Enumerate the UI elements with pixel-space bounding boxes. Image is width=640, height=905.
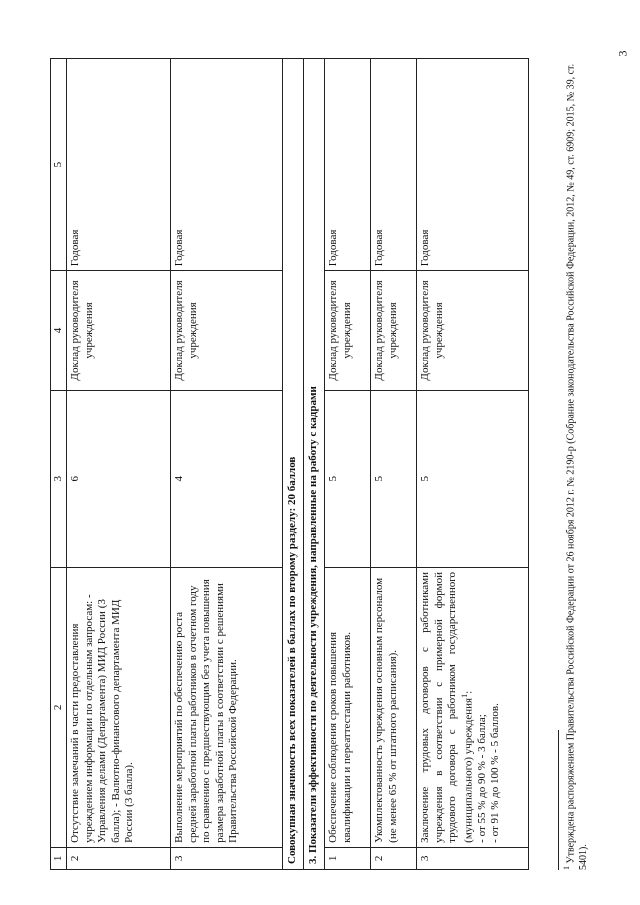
row-number: 3 <box>417 847 529 869</box>
source-text: Доклад руководителя учреждения <box>417 271 529 390</box>
table-header-row <box>51 59 67 870</box>
section-3-title: 3. Показатели эффективности по деятельности учреждения, направленные на работу с кадрами <box>304 59 325 870</box>
header-col-2: 2 <box>51 568 67 848</box>
footnote-mark: 1 <box>562 866 571 870</box>
points-value: 5 <box>417 390 529 567</box>
indicator-text: Укомплектованность учреждения основным персоналом (не менее 65 % от штатного расписания). <box>371 568 417 848</box>
section-total-row <box>283 59 304 870</box>
points-value: 5 <box>325 390 371 567</box>
indicator-line: Заключение трудовых договоров с работниками учреждения в соответствии с примерной формой трудового договора с работником государственного (муниципального) учреждения <box>419 572 475 843</box>
source-text: Доклад руководителя учреждения <box>67 271 171 390</box>
table-row <box>371 59 417 870</box>
indicator-text: Выполнение мероприятий по обеспечению роста средней заработной платы работников в отчетном году по сравнению с предшествующим без учета повышения размера заработной платы в соответствии с решениями Правительства Российской Федерации. <box>171 568 283 848</box>
indicator-line: - от 91 % до 100 % - 5 баллов. <box>489 703 502 843</box>
period-text: Годовая <box>371 59 417 271</box>
row-number: 3 <box>171 847 283 869</box>
footnote-divider <box>558 730 559 870</box>
row-number: 2 <box>371 847 417 869</box>
points-value: 4 <box>171 390 283 567</box>
source-text: Доклад руководителя учреждения <box>171 271 283 390</box>
table-row <box>325 59 371 870</box>
period-text: Годовая <box>325 59 371 271</box>
period-text: Годовая <box>67 59 171 271</box>
page-number: 3 <box>615 50 630 57</box>
section-title-row <box>304 59 325 870</box>
table-row <box>67 59 171 870</box>
source-text: Доклад руководителя учреждения <box>325 271 371 390</box>
points-value: 6 <box>67 390 171 567</box>
rotated-page-content <box>50 50 610 870</box>
table-row <box>171 59 283 870</box>
footnote <box>558 58 590 870</box>
points-value: 5 <box>371 390 417 567</box>
table-row <box>417 59 529 870</box>
section-total-text: Совокупная значимость всех показателей в баллах по второму разделу: 20 баллов <box>283 59 304 870</box>
indicator-text: Заключение трудовых договоров с работниками учреждения в соответствии с примерной формой трудового договора с работником государственного (муниципального) учреждения$^1$: - от 55 % до 90 % - 3 балла; - от 91 % до 100 % - 5 баллов. <box>417 568 529 848</box>
row-number: 2 <box>67 847 171 869</box>
header-col-3: 3 <box>51 390 67 567</box>
period-text: Годовая <box>417 59 529 271</box>
indicators-table <box>50 58 529 870</box>
period-text: Годовая <box>171 59 283 271</box>
row-number: 1 <box>325 847 371 869</box>
header-col-4: 4 <box>51 271 67 390</box>
footnote-text: Утверждена распоряжением Правительства Российской Федерации от 26 ноября 2012 г. № 2190-р (Собрание законодательства Российской Федерации, 2012, № 49, ст. 6909; 2015, № 39, ст. 5401). <box>565 63 589 870</box>
header-col-5: 5 <box>51 59 67 271</box>
footnote-reference: 1 <box>459 693 469 698</box>
indicator-text: Обеспечение соблюдения сроков повышения квалификации и переаттестации работников. <box>325 568 371 848</box>
indicator-line: - от 55 % до 90 % - 3 балла; <box>475 714 488 843</box>
indicator-text: Отсутствие замечаний в части предоставления учреждением информации по отдельным запросам: - Управления делами (Департамента) МИД России (3 балла); - Валютно-финансового департамента МИД России (3 балла). <box>67 568 171 848</box>
header-col-1: 1 <box>51 847 67 869</box>
source-text: Доклад руководителя учреждения <box>371 271 417 390</box>
